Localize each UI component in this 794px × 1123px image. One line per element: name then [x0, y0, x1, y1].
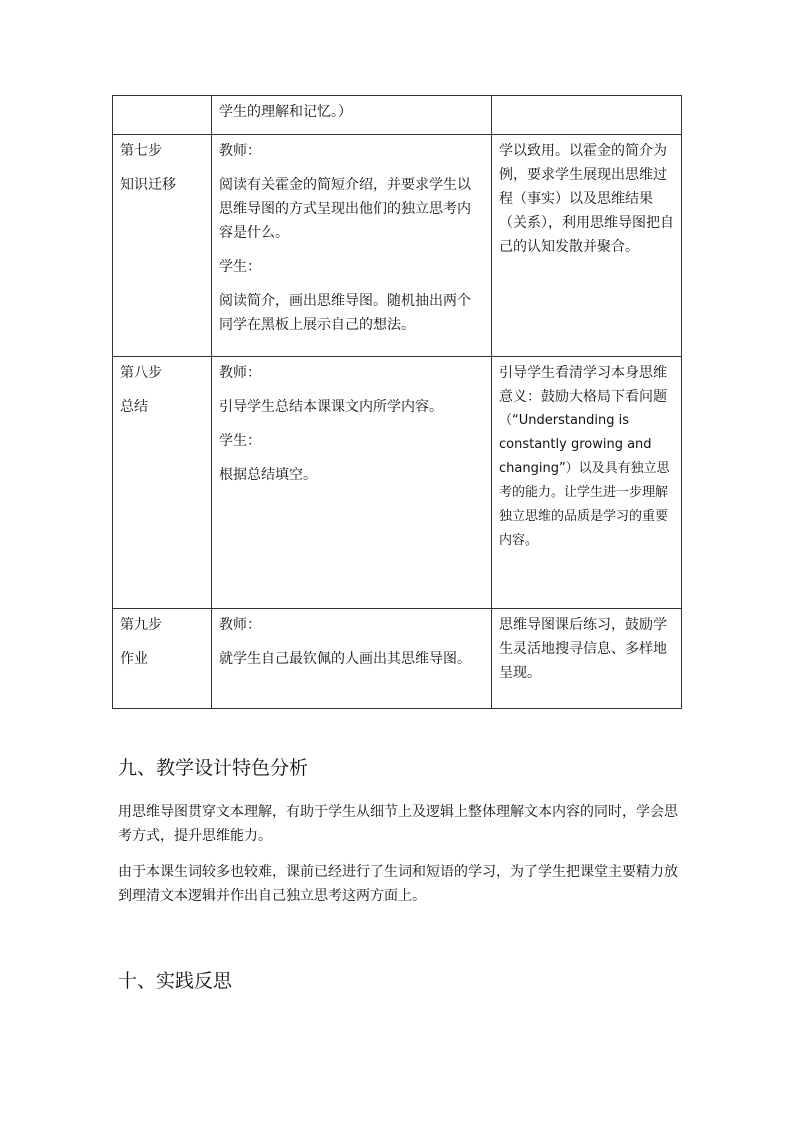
content-text: 阅读有关霍金的简短介绍，并要求学生以思维导图的方式呈现出他们的独立思考内容是什么。 — [219, 177, 471, 241]
teaching-steps-table — [112, 95, 682, 709]
table-row — [113, 135, 682, 357]
section-9-paragraph-2: 由于本课生词较多也较难，课前已经进行了生词和短语的学习，为了学生把课堂主要精力放到理清文本逻辑并作出自己独立思考这两方面上。 — [118, 864, 678, 904]
step-label: 第八步 — [120, 365, 162, 381]
note-text: 引导学生看清学习本身思维意义：鼓励大格局下看问题 — [499, 365, 667, 405]
step-cell — [113, 96, 212, 135]
content-text: 阅读简介，画出思维导图。随机抽出两个同学在黑板上展示自己的想法。 — [219, 293, 471, 333]
note-text: （“Understanding is constantly growing and changing”）以及具有独立思考的能力。让学生进一步理解独立思维的品质是学习的重要内容。 — [499, 413, 670, 548]
table-row — [113, 357, 682, 609]
section-9-title: 九、教学设计特色分析 — [118, 757, 309, 779]
note-text: 学以致用。以霍金的简介为例，要求学生展现出思维过程（事实）以及思维结果（关系），利用思维导图把自己的认知发散并聚合。 — [499, 143, 674, 255]
table-row — [113, 96, 682, 135]
content-text: 学生： — [219, 259, 261, 275]
content-cell — [212, 609, 492, 709]
content-text: 教师： — [219, 365, 261, 381]
note-cell — [492, 96, 682, 135]
content-cell — [212, 357, 492, 609]
content-text: 教师： — [219, 143, 261, 159]
note-text: 思维导图课后练习，鼓励学生灵活地搜寻信息、多样地呈现。 — [499, 617, 667, 681]
section-10-title: 十、实践反思 — [118, 970, 233, 992]
content-text: 教师： — [219, 617, 261, 633]
content-text: 就学生自己最钦佩的人画出其思维导图。 — [219, 651, 471, 667]
step-label: 第九步 — [120, 617, 162, 633]
content-text: 引导学生总结本课课文内所学内容。 — [219, 399, 443, 415]
content-text: 根据总结填空。 — [219, 467, 317, 483]
step-cell — [113, 609, 212, 709]
section-9-paragraph-1: 用思维导图贯穿文本理解，有助于学生从细节上及逻辑上整体理解文本内容的同时，学会思考方式，提升思维能力。 — [118, 804, 678, 844]
table-row — [113, 609, 682, 709]
step-name: 知识迁移 — [120, 177, 176, 193]
step-label: 第七步 — [120, 143, 162, 159]
note-cell — [492, 135, 682, 357]
note-cell — [492, 357, 682, 609]
content-cell — [212, 135, 492, 357]
content-cell — [212, 96, 492, 135]
step-cell — [113, 357, 212, 609]
step-name: 总结 — [120, 399, 148, 415]
step-cell — [113, 135, 212, 357]
content-text: 学生的理解和记忆。） — [219, 104, 352, 120]
step-name: 作业 — [120, 651, 148, 667]
content-text: 学生： — [219, 433, 261, 449]
note-cell — [492, 609, 682, 709]
